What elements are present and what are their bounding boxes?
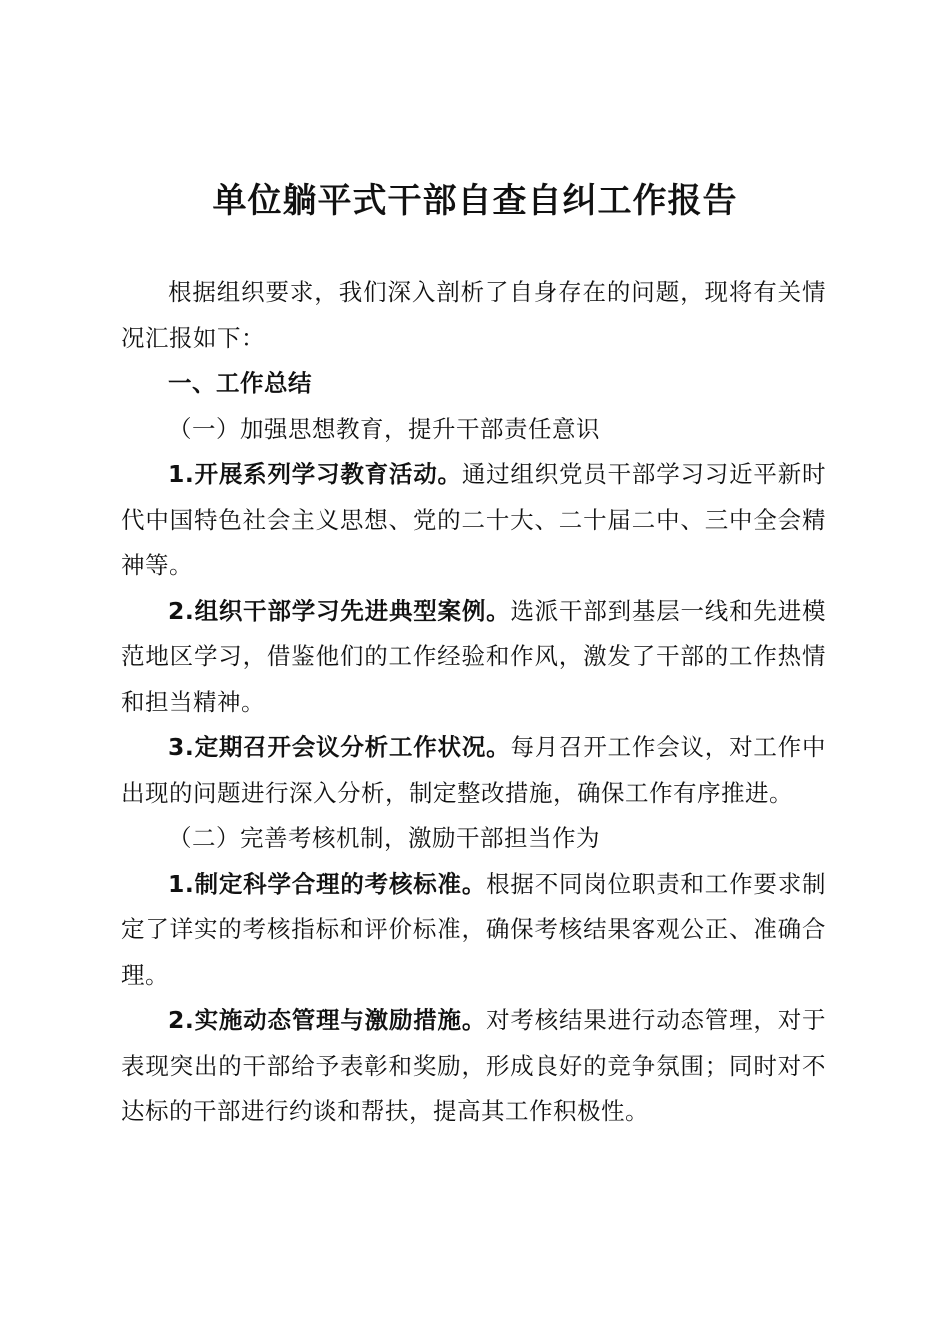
item-text: 每月召开工作会议，对工作中出现的问题进行深入分析，制定整改措施，确保工作有序推进。: [121, 733, 826, 807]
list-item: [121, 998, 826, 1135]
item-lead: 2.实施动态管理与激励措施。: [168, 1006, 487, 1034]
document-title: 单位躺平式干部自查自纠工作报告: [212, 181, 738, 221]
list-item: [121, 862, 826, 999]
subsection-heading-assessment-mechanism: （二）完善考核机制，激励干部担当作为: [168, 824, 600, 852]
subsection-heading-ideological-education: （一）加强思想教育，提升干部责任意识: [168, 414, 600, 443]
item-text: 选派干部到基层一线和先进模范地区学习，借鉴他们的工作经验和作风，激发了干部的工作热情和担当精神。: [121, 596, 826, 716]
intro-paragraph: 根据组织要求，我们深入剖析了自身存在的问题，现将有关情况汇报如下：: [121, 278, 826, 352]
list-item: [121, 452, 826, 589]
section-heading-work-summary: 一、工作总结: [168, 369, 312, 397]
item-lead: 2.组织干部学习先进典型案例。: [168, 596, 511, 625]
item-lead: 1.开展系列学习教育活动。: [168, 460, 462, 488]
item-text: 通过组织党员干部学习习近平新时代中国特色社会主义思想、党的二十大、二十届二中、三中全会精神等。: [121, 460, 826, 579]
item-text: 对考核结果进行动态管理，对于表现突出的干部给予表彰和奖励，形成良好的竞争氛围；同时对不达标的干部进行约谈和帮扶，提高其工作积极性。: [121, 1006, 826, 1125]
document-body: [121, 270, 826, 1135]
item-text: 根据不同岗位职责和工作要求制定了详实的考核指标和评价标准，确保考核结果客观公正、准确合理。: [121, 869, 826, 989]
list-item: [121, 725, 826, 816]
list-item: [121, 589, 826, 726]
item-lead: 3.定期召开会议分析工作状况。: [168, 733, 511, 761]
item-lead: 1.制定科学合理的考核标准。: [168, 869, 487, 898]
